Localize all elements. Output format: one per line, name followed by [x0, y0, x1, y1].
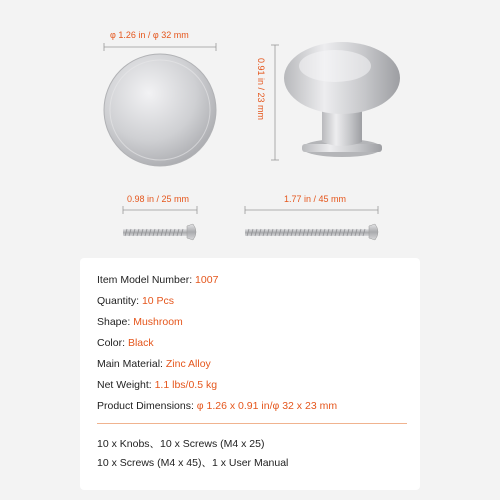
long-screw-label: 1.77 in / 45 mm [284, 194, 347, 204]
spec-model: Item Model Number: 1007 [97, 274, 219, 286]
spec-shape: Shape: Mushroom [97, 316, 183, 328]
spec-dimensions: Product Dimensions: φ 1.26 x 0.91 in/φ 32 x 23 mm [97, 400, 338, 412]
spec-quantity: Quantity: 10 Pcs [97, 295, 175, 307]
height-dimension-line [271, 45, 279, 160]
height-label: 0.91 in / 23 mm [256, 58, 266, 121]
long-screw [245, 206, 378, 240]
divider [97, 423, 407, 424]
package-line-1: 10 x Knobs、10 x Screws (M4 x 25) [97, 438, 265, 450]
knob-side-view [284, 42, 400, 157]
spec-material: Main Material: Zinc Alloy [97, 358, 211, 370]
diameter-label: φ 1.26 in / φ 32 mm [110, 30, 189, 40]
diameter-dimension-line [104, 43, 216, 51]
spec-weight: Net Weight: 1.1 lbs/0.5 kg [97, 379, 218, 391]
package-line-2: 10 x Screws (M4 x 45)、1 x User Manual [97, 457, 289, 469]
knob-top-view [104, 54, 216, 166]
short-screw-label: 0.98 in / 25 mm [127, 194, 190, 204]
short-screw [123, 206, 197, 240]
spec-color: Color: Black [97, 337, 154, 349]
